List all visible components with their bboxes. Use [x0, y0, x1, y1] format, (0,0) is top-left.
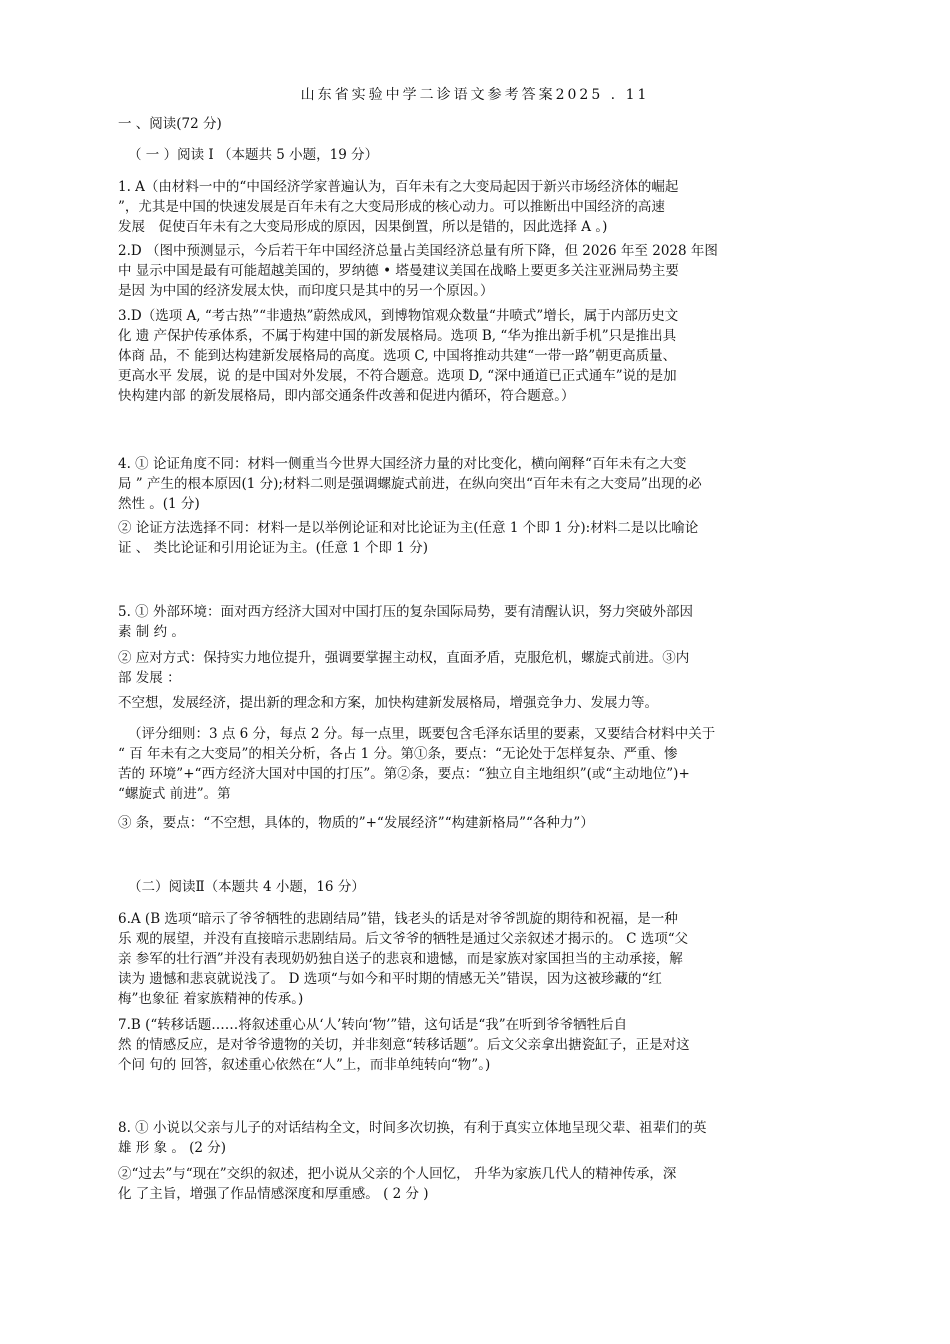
answer-q5-line-2: 素 制 约 。	[118, 624, 185, 640]
answer-q3-line-4: 更高水平 发展，说 的是中国对外发展，不符合题意。选项 D, “深中通道已正式通车”说的是加	[118, 368, 677, 384]
answer-q8b-line-2: 化 了主旨，增强了作品情感深度和厚重感。 ( 2 分 )	[118, 1186, 429, 1202]
answer-q3-line-3: 体商 品，不 能到达构建新发展格局的高度。选项 C, 中国将推动共建“一带一路”朝更高质量、	[118, 348, 677, 364]
answer-q2-line-1: 2.D （图中预测显示，今后若干年中国经济总量占美国经济总量有所下降，但 2026 年至 2028 年图	[118, 243, 718, 259]
answer-q6-line-1: 6.A (B 选项“暗示了爷爷牺牲的悲剧结局”错，钱老头的话是对爷爷凯旋的期待和祝福，是一种	[118, 911, 678, 927]
page-title: 山东省实验中学二诊语文参考答案2025 . 11	[300, 87, 650, 103]
answer-q5c-line: 不空想，发展经济，提出新的理念和方案，加快构建新发展格局，增强竞争力、发展力等。	[118, 695, 658, 711]
answer-q7-line-3: 个问 句的 回答，叙述重心依然在“人”上，而非单纯转向“物”。)	[118, 1057, 491, 1073]
answer-q8-line-1: 8. ① 小说以父亲与儿子的对话结构全文，时间多次切换，有利于真实立体地呈现父辈、祖辈们的英	[118, 1120, 707, 1136]
answer-q5-line-1: 5. ① 外部环境：面对西方经济大国对中国打压的复杂国际局势，要有清醒认识，努力突破外部因	[118, 604, 693, 620]
answer-q4b-line-2: 证 、 类比论证和引用论证为主。(任意 1 个即 1 分)	[118, 540, 428, 556]
answer-q6-line-2: 乐 观的展望，并没有直接暗示悲剧结局。后文爷爷的牺牲是通过父亲叙述才揭示的。 C 选项“父	[118, 931, 689, 947]
subsection-heading-reading-2: （二）阅读Ⅱ（本题共 4 小题，16 分）	[128, 879, 365, 895]
answer-q5b-line-1: ② 应对方式：保持实力地位提升，强调要掌握主动权，直面矛盾，克服危机，螺旋式前进。③内	[118, 650, 690, 666]
subsection-heading-reading-1: （ 一 ）阅读 I （本题共 5 小题，19 分）	[128, 147, 379, 163]
answer-q4-line-2: 局 ” 产生的根本原因(1 分);材料二则是强调螺旋式前进，在纵向突出“百年未有之大变局”出现的必	[118, 476, 702, 492]
scoring-rules-line-1: （评分细则：3 点 6 分，每点 2 分。每一点里，既要包含毛泽东话里的要素，又要结合材料中关于	[128, 726, 716, 742]
answer-q4-line-1: 4. ① 论证角度不同：材料一侧重当今世界大国经济力量的对比变化，横向阐释“百年未有之大变	[118, 456, 687, 472]
scoring-rules-line-4: “螺旋式 前进”。第	[118, 786, 231, 802]
answer-q1-line-3: 发展 促使百年未有之大变局形成的原因，因果倒置，所以是错的，因此选择 A 。)	[118, 219, 608, 235]
scoring-rules-line-2: “ 百 年未有之大变局”的相关分析，各占 1 分。第①条，要点：“无论处于怎样复杂、严重、惨	[118, 746, 678, 762]
answer-q6-line-4: 读为 遗憾和悲哀就说浅了。 D 选项“与如今和平时期的情感无关”错误，因为这被珍藏的“红	[118, 971, 662, 987]
answer-q3-line-2: 化 遗 产保护传承体系，不属于构建中国的新发展格局。选项 B, “华为推出新手机”只是推出具	[118, 328, 677, 344]
answer-q2-line-3: 是因 为中国的经济发展太快，而印度只是其中的另一个原因。）	[118, 283, 494, 299]
answer-q3-line-1: 3.D（选项 A, “考古热”“非遗热”蔚然成风，到博物馆观众数量“井喷式”增长，属于内部历史文	[118, 308, 679, 324]
answer-q1-line-2: ”，尤其是中国的快速发展是百年未有之大变局形成的核心动力。可以推断出中国经济的高速	[118, 199, 665, 215]
answer-q4-line-3: 然性 。(1 分)	[118, 496, 200, 512]
answer-q5b-line-2: 部 发展 ：	[118, 670, 181, 686]
scoring-rules-line-5: ③ 条，要点：“不空想，具体的，物质的”+“发展经济”“构建新格局”“各种力”）	[118, 815, 594, 831]
answer-q6-line-3: 亲 参军的壮行酒”并没有表现奶奶独自送子的悲哀和遗憾，而是家族对家国担当的主动承接，解	[118, 951, 683, 967]
answer-q7-line-1: 7.B (“转移话题……将叙述重心从‘人’转向‘物’”错，这句话是“我”在听到爷爷牺牲后自	[118, 1017, 628, 1033]
answer-q4b-line-1: ② 论证方法选择不同：材料一是以举例论证和对比论证为主(任意 1 个即 1 分):材料二是以比喻论	[118, 520, 699, 536]
answer-q8-line-2: 雄 形 象 。 (2 分)	[118, 1140, 227, 1156]
answer-q3-line-5: 快构建内部 的新发展格局，即内部交通条件改善和促进内循环，符合题意。）	[118, 388, 575, 404]
section-heading-reading: 一 、阅读(72 分)	[118, 116, 222, 132]
answer-q6-line-5: 梅”也象征 着家族精神的传承。)	[118, 991, 304, 1007]
answer-q1-line-1: 1. A（由材料一中的“中国经济学家普遍认为，百年未有之大变局起因于新兴市场经济体的崛起	[118, 179, 679, 195]
answer-q7-line-2: 然 的情感反应，是对爷爷遗物的关切，并非刻意“转移话题”。后文父亲拿出搪瓷缸子，正是对这	[118, 1037, 690, 1053]
scoring-rules-line-3: 苦的 环境”+“西方经济大国对中国的打压”。第②条，要点：“独立自主地组织”(或“主动地位”)+	[118, 766, 690, 782]
answer-q2-line-2: 中 显示中国是最有可能超越美国的，罗纳德 • 塔曼建议美国在战略上要更多关注亚洲局势主要	[118, 263, 679, 279]
answer-q8b-line-1: ②“过去”与“现在”交织的叙述，把小说从父亲的个人回忆， 升华为家族几代人的精神传承，深	[118, 1166, 677, 1182]
